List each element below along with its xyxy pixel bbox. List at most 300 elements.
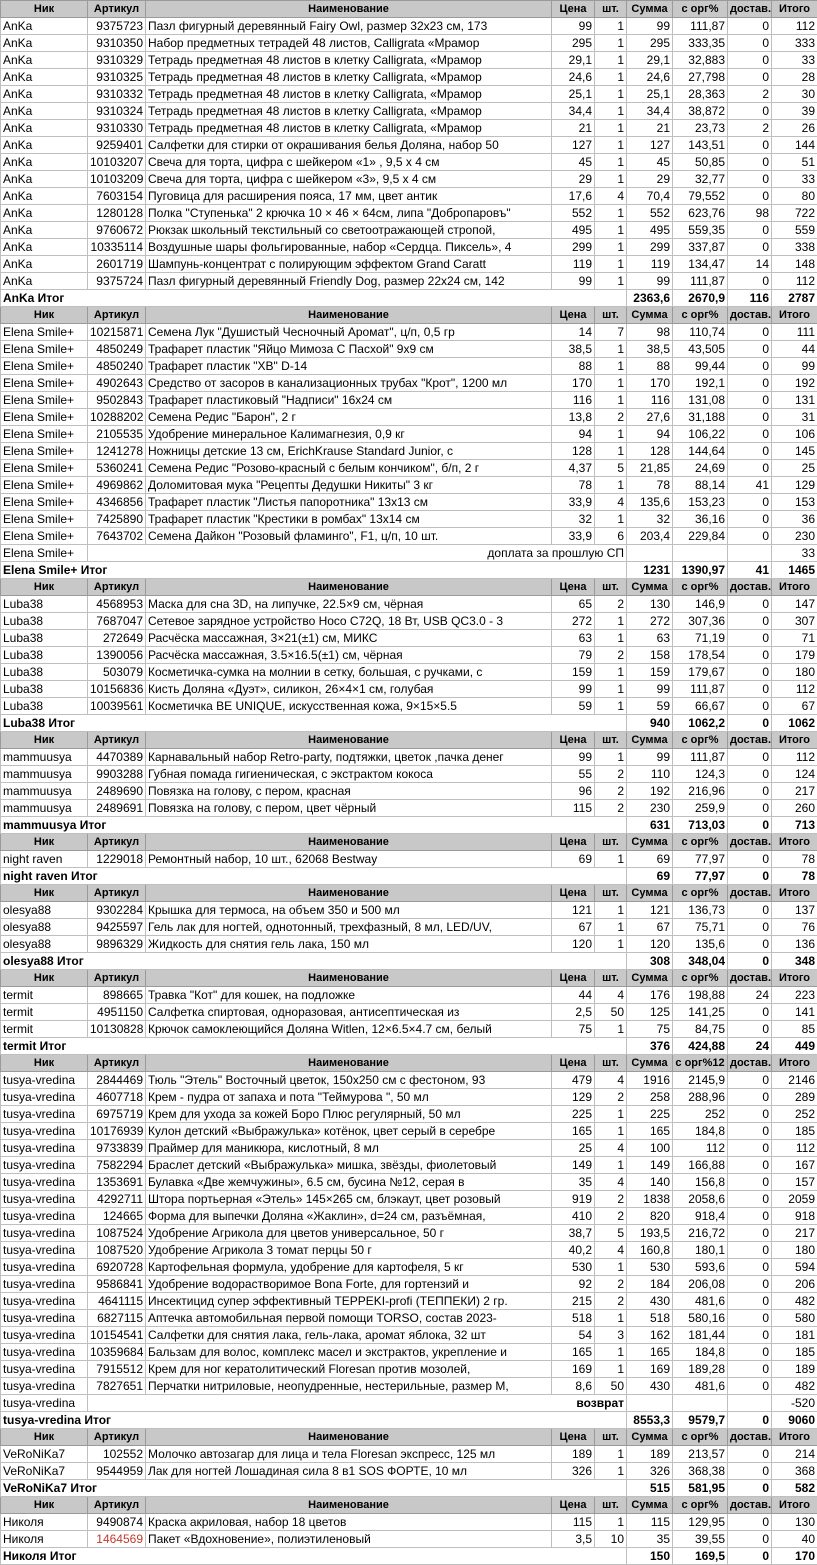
cell-sum-org: 198,88: [673, 987, 728, 1004]
header-sum-org: с орг%: [673, 307, 728, 324]
header-article: Артикул: [88, 1, 146, 18]
cell-article: 10103209: [88, 171, 146, 188]
cell-delivery: 0: [728, 596, 772, 613]
cell-sum-org: 111,87: [673, 18, 728, 35]
total-total: 582: [772, 1480, 817, 1497]
cell-qty: 1: [595, 392, 627, 409]
cell-total: 33: [772, 52, 817, 69]
header-sum: Сумма: [627, 1429, 673, 1446]
cell-qty: 1: [595, 1344, 627, 1361]
cell-delivery: 0: [728, 749, 772, 766]
cell-sum: 32: [627, 511, 673, 528]
cell-nick: tusya-vredina: [1, 1106, 88, 1123]
cell-qty: 1: [595, 1310, 627, 1327]
cell-delivery: 2: [728, 120, 772, 137]
cell-delivery: 0: [728, 630, 772, 647]
cell-qty: 5: [595, 1225, 627, 1242]
cell-total: 31: [772, 409, 817, 426]
total-sum-org: 713,03: [673, 817, 728, 834]
item-row: [1, 443, 817, 460]
cell-nick: AnKa: [1, 18, 88, 35]
item-row: [1, 460, 817, 477]
cell-qty: 1: [595, 69, 627, 86]
cell-total: 338: [772, 239, 817, 256]
cell-name: Тетрадь предметная 48 листов в клетку Calligrata, «Мрамор: [146, 103, 552, 120]
cell-delivery: 0: [728, 1344, 772, 1361]
cell-nick: tusya-vredina: [1, 1259, 88, 1276]
cell-article: 7425890: [88, 511, 146, 528]
header-sum: Сумма: [627, 970, 673, 987]
cell-name: Тетрадь предметная 48 листов в клетку Calligrata, «Мрамор: [146, 86, 552, 103]
header-nick: Ник: [1, 970, 88, 987]
total-total: 449: [772, 1038, 817, 1055]
cell-delivery: 0: [728, 1361, 772, 1378]
cell-sum: 170: [627, 375, 673, 392]
cell-price: 78: [552, 477, 595, 494]
header-nick: Ник: [1, 834, 88, 851]
header-row: [1, 1055, 817, 1072]
cell-total: 289: [772, 1089, 817, 1106]
cell-name: Повязка на голову, с пером, красная: [146, 783, 552, 800]
cell-delivery: 0: [728, 1225, 772, 1242]
cell-sum: 38,5: [627, 341, 673, 358]
header-qty: шт.: [595, 885, 627, 902]
cell-price: 3,5: [552, 1531, 595, 1548]
total-label: mammuusya Итог: [1, 817, 627, 834]
cell-price: 518: [552, 1310, 595, 1327]
cell-delivery: 0: [728, 1072, 772, 1089]
item-row: [1, 324, 817, 341]
total-sum-org: 1062,2: [673, 715, 728, 732]
header-total: Итого: [772, 307, 817, 324]
cell-nick: Elena Smile+: [1, 545, 88, 562]
cell-delivery: 0: [728, 681, 772, 698]
item-row: [1, 1089, 817, 1106]
cell-qty: 2: [595, 1191, 627, 1208]
cell-total: 180: [772, 1242, 817, 1259]
cell-total: 217: [772, 783, 817, 800]
cell-total: 217: [772, 1225, 817, 1242]
header-delivery: достав.: [728, 579, 772, 596]
cell-sum: 21,85: [627, 460, 673, 477]
total-delivery: 0: [728, 817, 772, 834]
cell-price: 38,7: [552, 1225, 595, 1242]
header-nick: Ник: [1, 1497, 88, 1514]
total-row: [1, 290, 817, 307]
cell-sum-org: 153,23: [673, 494, 728, 511]
cell-sum-org: 32,77: [673, 171, 728, 188]
cell-delivery: 41: [728, 477, 772, 494]
cell-sum-org: 559,35: [673, 222, 728, 239]
cell-article: 4607718: [88, 1089, 146, 1106]
cell-qty: 10: [595, 1531, 627, 1548]
total-total: 78: [772, 868, 817, 885]
cell-qty: 3: [595, 1327, 627, 1344]
cell-article: 9310332: [88, 86, 146, 103]
cell-qty: 1: [595, 749, 627, 766]
header-total: Итого: [772, 834, 817, 851]
cell-price: 14: [552, 324, 595, 341]
header-nick: Ник: [1, 1429, 88, 1446]
total-delivery: 116: [728, 290, 772, 307]
header-row: [1, 1497, 817, 1514]
cell-delivery: 0: [728, 35, 772, 52]
item-row: [1, 613, 817, 630]
cell-price: 45: [552, 154, 595, 171]
cell-nick: Николя: [1, 1514, 88, 1531]
cell-article: 1087520: [88, 1242, 146, 1259]
cell-name: Булавка «Две жемчужины», 6.5 см, бусина №12, серая в: [146, 1174, 552, 1191]
cell-article: 6975719: [88, 1106, 146, 1123]
cell-delivery: 0: [728, 341, 772, 358]
cell-sum: 162: [627, 1327, 673, 1344]
header-qty: шт.: [595, 579, 627, 596]
header-price: Цена: [552, 885, 595, 902]
header-row: [1, 307, 817, 324]
cell-qty: 1: [595, 239, 627, 256]
cell-price: 299: [552, 239, 595, 256]
cell-name: Карнавальный набор Retro-party, подтяжки, цветок ,пачка денег: [146, 749, 552, 766]
cell-sum: 149: [627, 1157, 673, 1174]
cell-sum-org: 216,72: [673, 1225, 728, 1242]
cell-qty: 1: [595, 205, 627, 222]
cell-sum-org: 77,97: [673, 851, 728, 868]
cell-sum: 225: [627, 1106, 673, 1123]
cell-sum-org: 24,69: [673, 460, 728, 477]
cell-sum-org: 146,9: [673, 596, 728, 613]
cell-sum-org: 111,87: [673, 273, 728, 290]
cell-qty: 2: [595, 800, 627, 817]
cell-sum-org: 84,75: [673, 1021, 728, 1038]
cell-total: 33: [772, 171, 817, 188]
cell-nick: Elena Smile+: [1, 443, 88, 460]
cell-delivery: 0: [728, 528, 772, 545]
header-sum: Сумма: [627, 1497, 673, 1514]
cell-total: 918: [772, 1208, 817, 1225]
cell-delivery: 0: [728, 851, 772, 868]
header-sum: Сумма: [627, 1, 673, 18]
cell-delivery: 0: [728, 613, 772, 630]
cell-nick: tusya-vredina: [1, 1344, 88, 1361]
cell-nick: Elena Smile+: [1, 426, 88, 443]
cell-name: Набор предметных тетрадей 48 листов, Calligrata «Мрамор: [146, 35, 552, 52]
cell-price: 40,2: [552, 1242, 595, 1259]
header-name: Наименование: [146, 1055, 552, 1072]
cell-name: Крем для ног кератолитический Floresan против мозолей,: [146, 1361, 552, 1378]
cell-total: 80: [772, 188, 817, 205]
total-total: 170: [772, 1548, 817, 1565]
item-row: [1, 1225, 817, 1242]
total-total: 9060: [772, 1412, 817, 1429]
cell-total: 180: [772, 664, 817, 681]
header-delivery: достав.: [728, 1497, 772, 1514]
cell-sum: 121: [627, 902, 673, 919]
cell-sum-org: 181,44: [673, 1327, 728, 1344]
note-row: [1, 1395, 817, 1412]
cell-price: 189: [552, 1446, 595, 1463]
cell-delivery: 0: [728, 1157, 772, 1174]
cell-qty: 2: [595, 1208, 627, 1225]
total-sum: 515: [627, 1480, 673, 1497]
header-nick: Ник: [1, 1055, 88, 1072]
cell-qty: 1: [595, 1361, 627, 1378]
cell-sum: 518: [627, 1310, 673, 1327]
cell-nick: AnKa: [1, 256, 88, 273]
cell-nick: Elena Smile+: [1, 494, 88, 511]
total-sum-org: 424,88: [673, 1038, 728, 1055]
cell-name: Бальзам для волос, комплекс масел и экстрактов, укрепление и: [146, 1344, 552, 1361]
header-name: Наименование: [146, 1, 552, 18]
header-row: [1, 1429, 817, 1446]
cell-article: 9375724: [88, 273, 146, 290]
item-row: [1, 681, 817, 698]
cell-nick: AnKa: [1, 86, 88, 103]
item-row: [1, 1021, 817, 1038]
cell-nick: Elena Smile+: [1, 511, 88, 528]
cell-sum-org: 111,87: [673, 749, 728, 766]
cell-price: 79: [552, 647, 595, 664]
cell-name: Тюль "Этель" Восточный цветок, 150х250 см с фестоном, 93: [146, 1072, 552, 1089]
cell-delivery: 0: [728, 664, 772, 681]
cell-name: Расчёска массажная, 3.5×16.5(±1) см, чёрная: [146, 647, 552, 664]
cell-delivery: 0: [728, 239, 772, 256]
cell-article: 9425597: [88, 919, 146, 936]
total-sum: 69: [627, 868, 673, 885]
cell-sum: 165: [627, 1123, 673, 1140]
total-row: [1, 817, 817, 834]
cell-sum-org: 106,22: [673, 426, 728, 443]
item-row: [1, 341, 817, 358]
cell-qty: 1: [595, 664, 627, 681]
cell-sum: 159: [627, 664, 673, 681]
cell-delivery: 0: [728, 154, 772, 171]
cell-delivery: 0: [728, 52, 772, 69]
item-row: [1, 1514, 817, 1531]
header-total: Итого: [772, 1429, 817, 1446]
item-row: [1, 18, 817, 35]
total-row: [1, 1548, 817, 1565]
cell-delivery: 0: [728, 1293, 772, 1310]
cell-sum: 116: [627, 392, 673, 409]
cell-nick: mammuusya: [1, 749, 88, 766]
item-row: [1, 851, 817, 868]
cell-name: Свеча для торта, цифра с шейкером «3», 9,5 х 4 см: [146, 171, 552, 188]
cell-sum: 140: [627, 1174, 673, 1191]
cell-price: 75: [552, 1021, 595, 1038]
cell-delivery: 0: [728, 358, 772, 375]
cell-article: 7643702: [88, 528, 146, 545]
cell-nick: Elena Smile+: [1, 392, 88, 409]
cell-sum: 203,4: [627, 528, 673, 545]
cell-article: 2105535: [88, 426, 146, 443]
cell-delivery: 24: [728, 987, 772, 1004]
cell-total: 51: [772, 154, 817, 171]
cell-sum-org: 229,84: [673, 528, 728, 545]
item-row: [1, 1276, 817, 1293]
cell-total: 85: [772, 1021, 817, 1038]
item-row: [1, 375, 817, 392]
item-row: [1, 477, 817, 494]
cell-delivery: 0: [728, 460, 772, 477]
cell-qty: 1: [595, 443, 627, 460]
cell-qty: 7: [595, 324, 627, 341]
cell-article: 9310329: [88, 52, 146, 69]
cell-total: 153: [772, 494, 817, 511]
cell-name: Маска для сна 3D, на липучке, 22.5×9 см, чёрная: [146, 596, 552, 613]
cell-nick: tusya-vredina: [1, 1293, 88, 1310]
header-price: Цена: [552, 1497, 595, 1514]
item-row: [1, 273, 817, 290]
item-row: [1, 698, 817, 715]
cell-nick: Luba38: [1, 681, 88, 698]
cell-qty: 1: [595, 630, 627, 647]
cell-sum: 128: [627, 443, 673, 460]
cell-total: 559: [772, 222, 817, 239]
cell-nick: tusya-vredina: [1, 1174, 88, 1191]
cell-article: 9903288: [88, 766, 146, 783]
cell-sum: 176: [627, 987, 673, 1004]
cell-delivery: [728, 1395, 772, 1412]
cell-qty: 1: [595, 103, 627, 120]
cell-total: 76: [772, 919, 817, 936]
header-sum-org: с орг%: [673, 732, 728, 749]
header-row: [1, 970, 817, 987]
total-row: [1, 1412, 817, 1429]
cell-price: 29: [552, 171, 595, 188]
cell-price: 35: [552, 1174, 595, 1191]
cell-qty: 1: [595, 1259, 627, 1276]
cell-sum: 530: [627, 1259, 673, 1276]
header-price: Цена: [552, 579, 595, 596]
cell-sum-org: 134,47: [673, 256, 728, 273]
cell-qty: 1: [595, 52, 627, 69]
cell-nick: tusya-vredina: [1, 1361, 88, 1378]
header-total: Итого: [772, 732, 817, 749]
cell-sum-org: 31,188: [673, 409, 728, 426]
cell-article: 10288202: [88, 409, 146, 426]
cell-sum-org: 2145,9: [673, 1072, 728, 1089]
cell-nick: Luba38: [1, 596, 88, 613]
cell-article: 4641115: [88, 1293, 146, 1310]
cell-qty: 5: [595, 460, 627, 477]
cell-qty: 1: [595, 1157, 627, 1174]
cell-name: Удобрение Агрикола 3 томат перцы 50 г: [146, 1242, 552, 1259]
cell-article: 9760672: [88, 222, 146, 239]
item-row: [1, 409, 817, 426]
cell-qty: 1: [595, 358, 627, 375]
cell-total: 131: [772, 392, 817, 409]
cell-name: Тетрадь предметная 48 листов в клетку Calligrata, «Мрамор: [146, 69, 552, 86]
cell-qty: 2: [595, 1276, 627, 1293]
cell-price: 44: [552, 987, 595, 1004]
cell-price: 116: [552, 392, 595, 409]
cell-article: 9310324: [88, 103, 146, 120]
cell-sum-org: 213,57: [673, 1446, 728, 1463]
cell-total: 307: [772, 613, 817, 630]
item-row: [1, 222, 817, 239]
cell-price: 59: [552, 698, 595, 715]
cell-nick: Elena Smile+: [1, 324, 88, 341]
total-delivery: 0: [728, 1412, 772, 1429]
cell-qty: 2: [595, 1293, 627, 1310]
cell-delivery: 0: [728, 1378, 772, 1395]
header-sum: Сумма: [627, 1055, 673, 1072]
cell-price: 29,1: [552, 52, 595, 69]
item-row: [1, 1140, 817, 1157]
cell-nick: Luba38: [1, 647, 88, 664]
cell-sum: 75: [627, 1021, 673, 1038]
cell-price: 165: [552, 1344, 595, 1361]
cell-sum-org: 27,798: [673, 69, 728, 86]
total-total: 713: [772, 817, 817, 834]
header-article: Артикул: [88, 579, 146, 596]
cell-nick: Luba38: [1, 613, 88, 630]
cell-price: 215: [552, 1293, 595, 1310]
cell-article: 9302284: [88, 902, 146, 919]
cell-article: 4568953: [88, 596, 146, 613]
cell-name: Свеча для торта, цифра с шейкером «1» , 9,5 х 4 см: [146, 154, 552, 171]
cell-nick: Elena Smile+: [1, 375, 88, 392]
cell-sum: 115: [627, 1514, 673, 1531]
total-sum-org: 348,04: [673, 953, 728, 970]
cell-nick: mammuusya: [1, 783, 88, 800]
cell-price: 149: [552, 1157, 595, 1174]
cell-name: Семена Редис "Барон", 2 г: [146, 409, 552, 426]
cell-name: Удобрение минеральное Калимагнезия, 0,9 кг: [146, 426, 552, 443]
total-delivery: 24: [728, 1038, 772, 1055]
cell-article: 9259401: [88, 137, 146, 154]
cell-delivery: 0: [728, 919, 772, 936]
header-article: Артикул: [88, 732, 146, 749]
total-sum-org: 2670,9: [673, 290, 728, 307]
cell-total: 124: [772, 766, 817, 783]
cell-qty: 1: [595, 375, 627, 392]
item-row: [1, 188, 817, 205]
cell-delivery: [728, 545, 772, 562]
total-sum: 8553,3: [627, 1412, 673, 1429]
header-total: Итого: [772, 1497, 817, 1514]
total-row: [1, 953, 817, 970]
cell-name: Трафарет пластик "Крестики в ромбах" 13х14 см: [146, 511, 552, 528]
cell-sum-org: 131,08: [673, 392, 728, 409]
cell-name: Жидкость для снятия гель лака, 150 мл: [146, 936, 552, 953]
cell-delivery: 0: [728, 1276, 772, 1293]
cell-name: Крем - пудра от запаха и пота "Теймурова ", 50 мл: [146, 1089, 552, 1106]
cell-article: 898665: [88, 987, 146, 1004]
total-row: [1, 1480, 817, 1497]
total-delivery: 0: [728, 953, 772, 970]
cell-article: 1229018: [88, 851, 146, 868]
cell-nick: Luba38: [1, 630, 88, 647]
cell-qty: 1: [595, 902, 627, 919]
item-row: [1, 1327, 817, 1344]
cell-article: 9375723: [88, 18, 146, 35]
item-row: [1, 1072, 817, 1089]
cell-nick: Luba38: [1, 664, 88, 681]
cell-article: 2844469: [88, 1072, 146, 1089]
cell-price: 115: [552, 800, 595, 817]
cell-price: 919: [552, 1191, 595, 1208]
cell-total: 185: [772, 1123, 817, 1140]
cell-sum: 230: [627, 800, 673, 817]
item-row: [1, 392, 817, 409]
cell-total: 40: [772, 1531, 817, 1548]
cell-sum-org: 179,67: [673, 664, 728, 681]
cell-sum-org: 368,38: [673, 1463, 728, 1480]
cell-price: 99: [552, 681, 595, 698]
cell-sum-org: 66,67: [673, 698, 728, 715]
cell-article: 1241278: [88, 443, 146, 460]
